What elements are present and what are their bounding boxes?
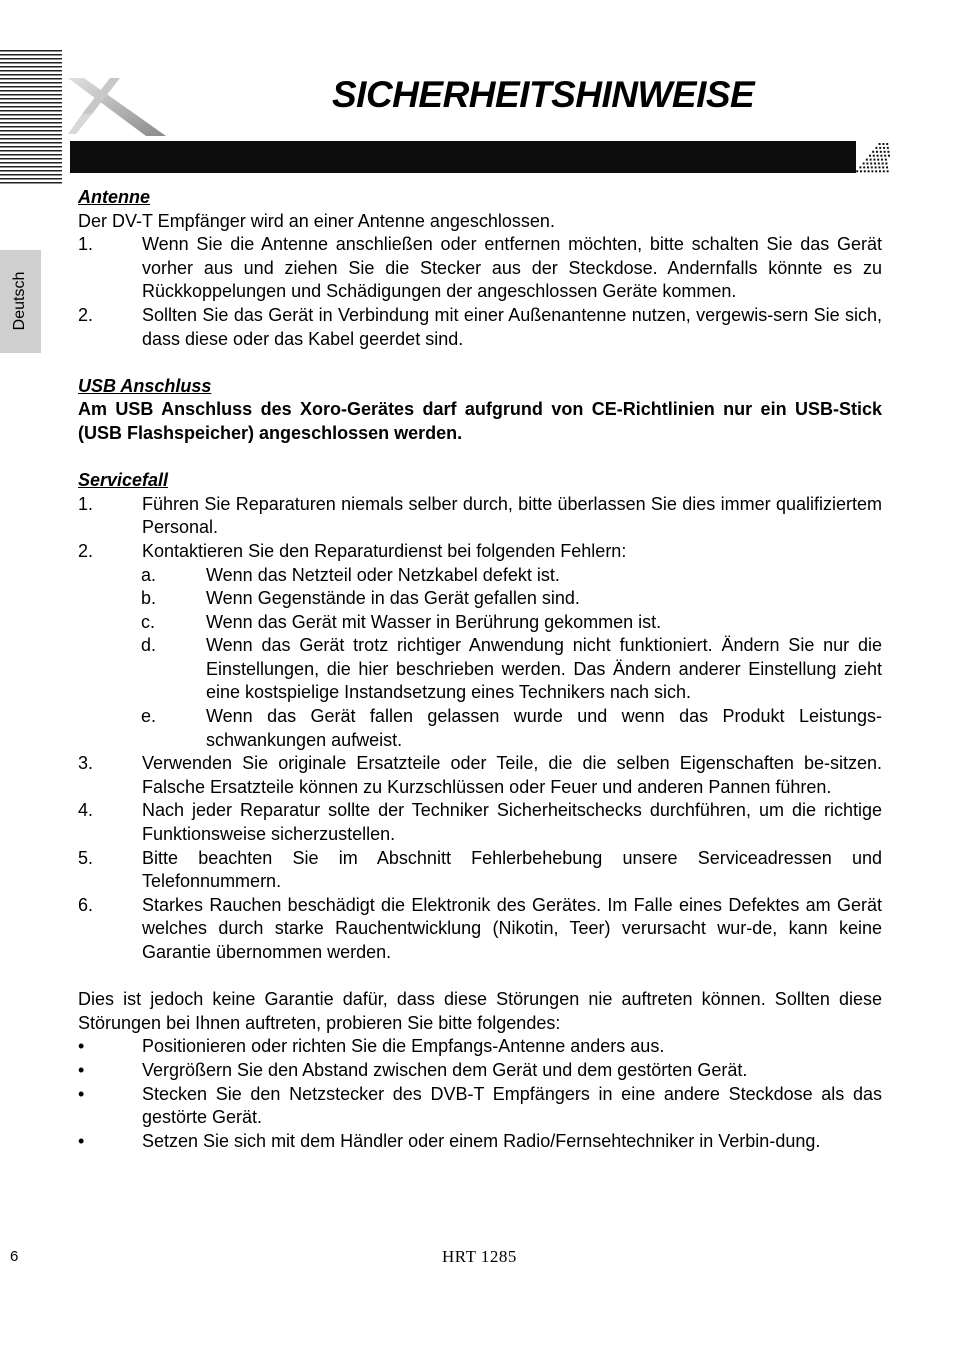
bullet-item: • Setzen Sie sich mit dem Händler oder einem Radio/Fernsehtechniker in Verbin-dung. [78,1130,821,1151]
usb-warning: Am USB Anschluss des Xoro-Gerätes darf aufgrund von CE-Richtlinien nur ein USB-Stick (USB Flashspeicher) angeschlossen werden. [78,399,882,443]
bullet-item: • Stecken Sie den Netzstecker des DVB-T Empfängers in eine andere Steckdose als das gestörte Gerät. [78,1083,882,1128]
sub-list-item: d. Wenn das Gerät trotz richtiger Anwendung nicht funktioniert. Ändern Sie nur die Einstellungen, die hier beschrieben werden. Das Ändern anderer Einstellung zieht eine kostspielige Instandsetzung eines Technikers nach sich. [141,635,882,703]
decorative-stripes [0,50,62,184]
list-item: 1. Wenn Sie die Antenne anschließen oder entfernen möchten, bitte schalten Sie das Gerät vorher aus und ziehen Sie die Stecker aus der Steckdose. Andernfalls könnte es zu Rückkoppelungen und Schädigungen der angeschlossen Geräte kommen. [78,234,882,302]
closing-paragraph: Dies ist jedoch keine Garantie dafür, dass diese Störungen nie auftreten können. Sollten diese Störungen bei Ihnen auftreten, probieren Sie bitte folgendes: [78,989,882,1033]
bullet-item: • Vergrößern Sie den Abstand zwischen dem Gerät und dem gestörten Gerät. [78,1059,748,1080]
section-heading-usb: USB Anschluss [78,375,212,396]
sub-list-item: e. Wenn das Gerät fallen gelassen wurde und wenn das Produkt Leistungs-schwankungen aufweist. [141,706,882,750]
list-item: 6. Starkes Rauchen beschädigt die Elektronik des Gerätes. Im Falle eines Defektes am Gerät welches durch starke Rauchentwicklung (Nikotin, Teer) verursacht wur-de, kann keine Garantie übernommen werden. [78,894,882,962]
list-item: 1. Führen Sie Reparaturen niemals selber durch, bitte überlassen Sie dies immer qualifiziertem Personal. [78,493,882,538]
page-number: 6 [10,1248,19,1265]
list-item: 5. Bitte beachten Sie im Abschnitt Fehlerbehebung unsere Serviceadressen und Telefonnummern. [78,847,882,892]
section-heading-antenne: Antenne [78,187,150,207]
list-item: 3. Verwenden Sie originale Ersatzteile oder Teile, die die selben Eigenschaften be-sitzen. Falsche Ersatzteile können zu Kurzschlüssen oder Feuer und anderen Pannen führen. [78,753,882,797]
section-heading-service: Servicefall [78,470,169,491]
page-content [78,186,882,1153]
list-item: 4. Nach jeder Reparatur sollte der Techniker Sicherheitschecks durchführen, um die richtige Funktionsweise sicherzustellen. [78,800,882,845]
language-tab-label: Deutsch [11,271,28,331]
dotted-bar-end [850,141,890,173]
bullet-item: • Positionieren oder richten Sie die Empfangs-Antenne anders aus. [78,1036,665,1057]
header-bar [70,141,856,173]
sub-list-item: b. Wenn Gegenstände in das Gerät gefallen sind. [141,588,580,609]
list-item: 2. Sollten Sie das Gerät in Verbindung mit einer Außenantenne nutzen, vergewis-sern Sie sich, dass diese oder das Kabel geerdet sind. [78,304,882,349]
page-title: SICHERHEITSHINWEISE [332,74,755,115]
list-item: 2. Kontaktieren Sie den Reparaturdienst bei folgenden Fehlern: [78,540,627,561]
footer-model: HRT 1285 [442,1247,517,1266]
xoro-x-logo [66,74,170,138]
sub-list-item: c. Wenn das Gerät mit Wasser in Berührung gekommen ist. [141,611,662,632]
sub-list-item: a. Wenn das Netzteil oder Netzkabel defekt ist. [141,564,560,585]
antenne-intro: Der DV-T Empfänger wird an einer Antenne angeschlossen. [78,210,555,231]
